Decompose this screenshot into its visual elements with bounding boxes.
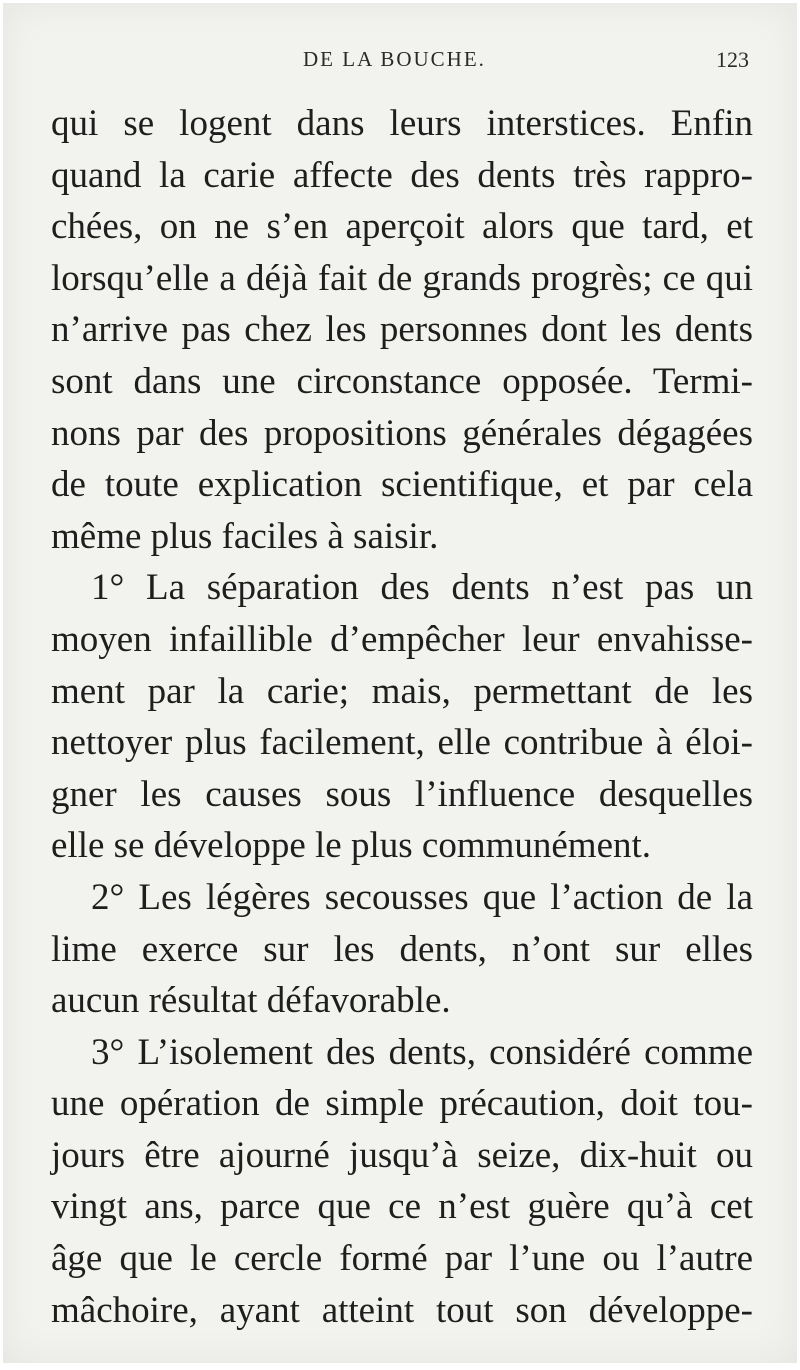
- text-line: moyen infaillible d’empêcher leur envahisse-: [51, 618, 753, 660]
- page-number: 123: [716, 47, 749, 72]
- text-line: jours être ajourné jusqu’à seize, dix-huit ou: [51, 1134, 753, 1176]
- text-line: lorsqu’elle a déjà fait de grands progrès; ce qui: [51, 257, 753, 299]
- text-line: n’arrive pas chez les personnes dont les dents: [51, 309, 753, 351]
- text-line: de toute explication scientifique, et par cela: [51, 464, 753, 506]
- text-line: même plus faciles à saisir.: [51, 515, 439, 557]
- text-line: 1° La séparation des dents n’est pas un: [91, 567, 753, 609]
- book-page: [3, 3, 797, 1363]
- text-line: lime exerce sur les dents, n’ont sur elles: [51, 928, 753, 970]
- text-line: elle se développe le plus communément.: [51, 825, 652, 867]
- running-title: DE LA BOUCHE.: [303, 47, 486, 71]
- running-head: [3, 47, 797, 77]
- text-line: sont dans une circonstance opposée. Termi-: [51, 360, 753, 402]
- text-line: 2° Les légères secousses que l’action de la: [91, 876, 753, 918]
- text-line: quand la carie affecte des dents très rappro-: [51, 154, 753, 196]
- text-line: âge que le cercle formé par l’une ou l’autre: [51, 1238, 753, 1280]
- text-line: vingt ans, parce que ce n’est guère qu’à cet: [51, 1186, 753, 1228]
- text-line: nons par des propositions générales dégagées: [51, 412, 753, 454]
- text-line: 3° L’isolement des dents, considéré comme: [91, 1031, 753, 1073]
- text-line: aucun résultat défavorable.: [51, 980, 451, 1022]
- text-line: nettoyer plus facilement, elle contribue à éloi-: [51, 722, 753, 764]
- text-line: ment par la carie; mais, permettant de les: [51, 670, 753, 712]
- text-line: une opération de simple précaution, doit tou-: [51, 1083, 753, 1125]
- text-line: gner les causes sous l’influence desquelles: [51, 773, 753, 815]
- body-text: [51, 98, 753, 1336]
- text-line: mâchoire, ayant atteint tout son développe-: [51, 1289, 753, 1331]
- text-line: chées, on ne s’en aperçoit alors que tard, et: [51, 206, 753, 248]
- text-line: qui se logent dans leurs interstices. Enfin: [51, 103, 753, 144]
